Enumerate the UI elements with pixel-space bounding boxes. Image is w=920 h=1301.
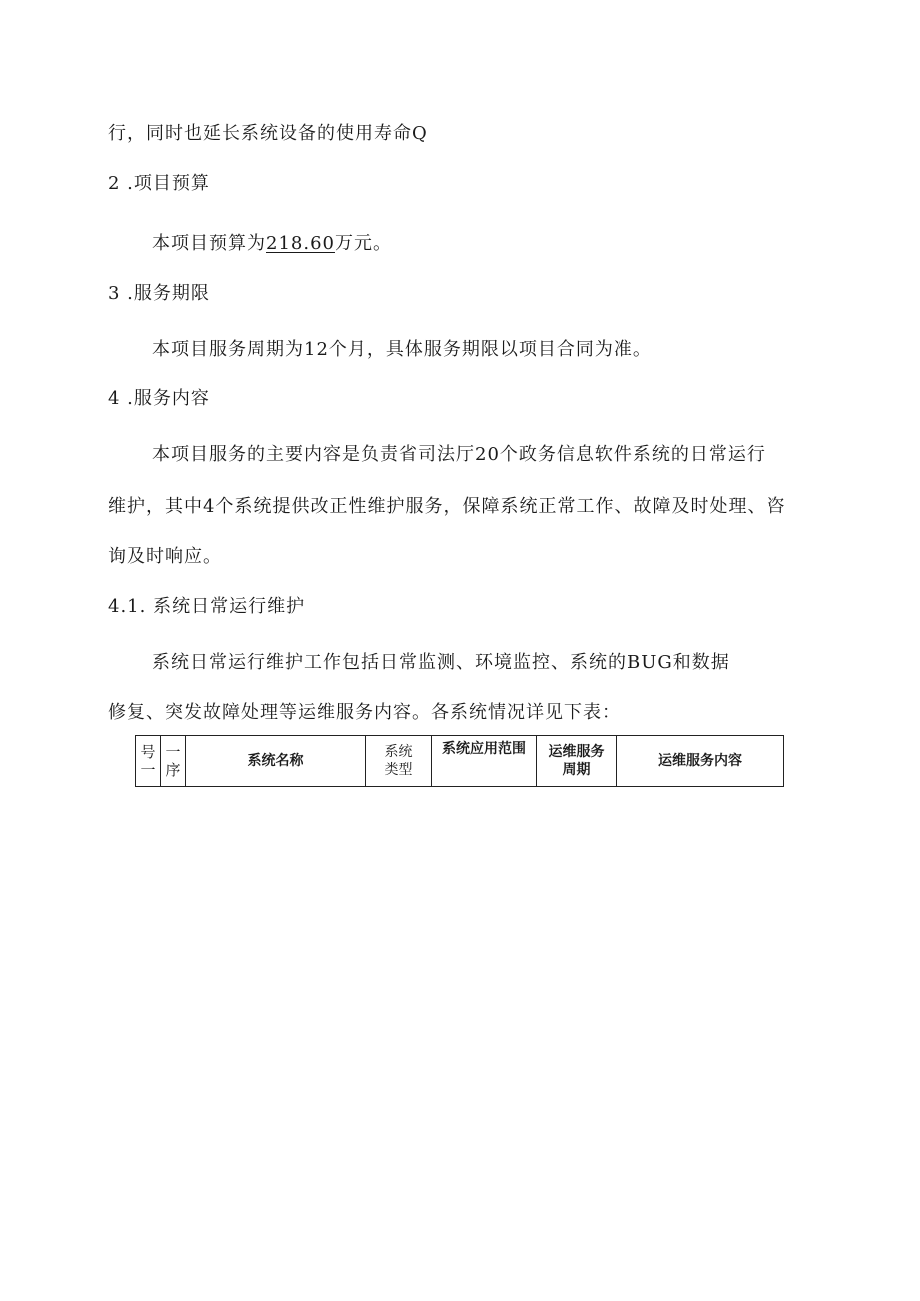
type-line: 类型 <box>384 762 413 778</box>
budget-amount: 218.60 <box>266 233 335 254</box>
table-header-system-name: 系统名称 <box>186 736 366 787</box>
heading-service-content: 4 .服务内容 <box>108 388 210 409</box>
seq-char: 一 <box>165 743 181 761</box>
budget-text-pre: 本项目预算为 <box>152 233 266 254</box>
paragraph-service-period: 本项目服务周期为12个月，具体服务期限以项目合同为准。 <box>152 339 652 360</box>
seq-char: 号 <box>140 743 156 761</box>
type-line: 系统 <box>384 744 413 760</box>
paragraph-service-content-line3: 询及时响应。 <box>108 546 222 567</box>
seq-char: 一 <box>140 761 156 779</box>
paragraph-daily-maintenance-line2: 修复、突发故障处理等运维服务内容。各系统情况详见下表： <box>108 702 621 723</box>
paragraph-continuation: 行，同时也延长系统设备的使用寿命Q <box>108 123 428 144</box>
cycle-line: 运维服务 <box>548 744 605 760</box>
heading-budget: 2 .项目预算 <box>108 173 210 194</box>
paragraph-service-content-line2: 维护，其中4个系统提供改正性维护服务，保障系统正常工作、故障及时处理、咨 <box>108 496 786 517</box>
cycle-line: 周期 <box>562 762 591 778</box>
paragraph-budget <box>152 232 392 256</box>
seq-char: 序 <box>165 761 181 779</box>
paragraph-daily-maintenance-line1: 系统日常运行维护工作包括日常监测、环境监控、系统的BUG和数据 <box>152 652 730 673</box>
paragraph-service-content-line1: 本项目服务的主要内容是负责省司法厅20个政务信息软件系统的日常运行 <box>152 444 766 465</box>
table-header-cycle <box>537 736 617 787</box>
heading-service-period: 3 .服务期限 <box>108 283 210 304</box>
table-header-seq-col2 <box>161 736 186 787</box>
budget-text-post: 万元。 <box>334 233 392 254</box>
table-header-seq-col1 <box>136 736 161 787</box>
table-header-scope: 系统应用范围 <box>432 736 537 787</box>
systems-table <box>135 735 784 787</box>
heading-daily-maintenance: 4.1. 系统日常运行维护 <box>108 596 306 617</box>
table-header-system-type <box>366 736 432 787</box>
table-header-row <box>136 736 784 787</box>
table-header-content: 运维服务内容 <box>617 736 784 787</box>
